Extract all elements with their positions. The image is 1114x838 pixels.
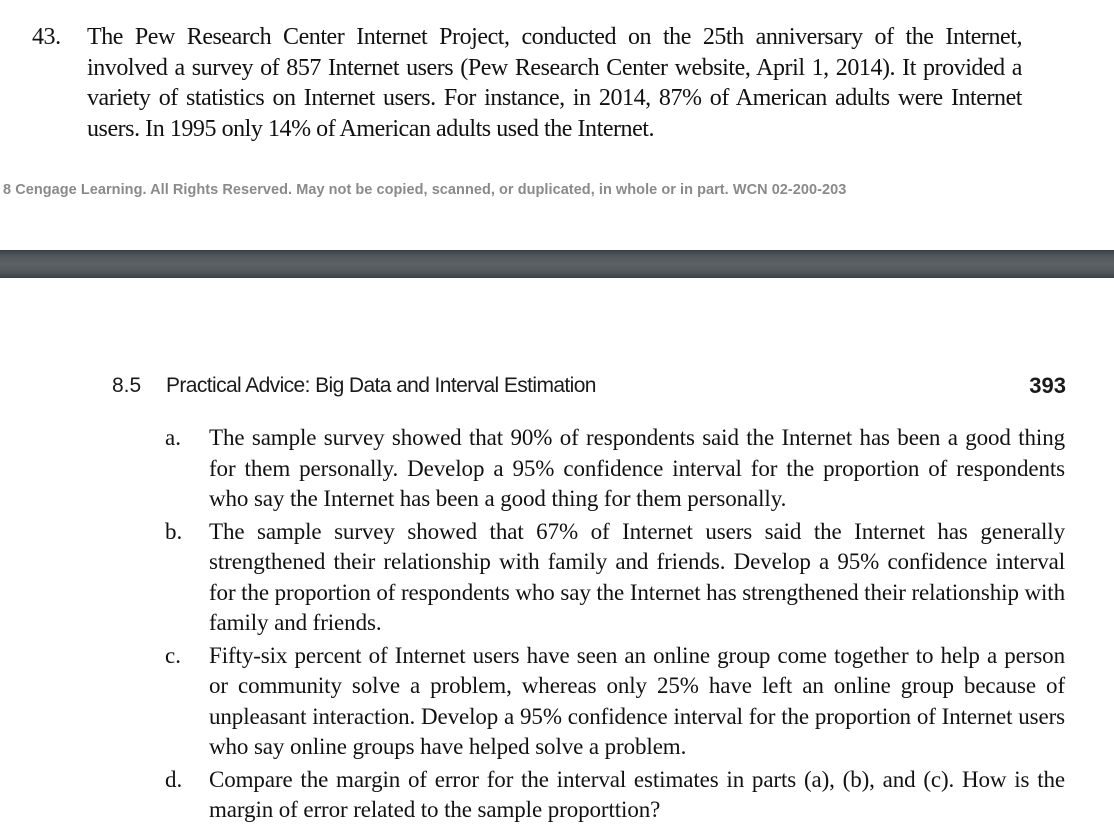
part-label: d.	[165, 766, 183, 792]
part-text: Fifty-six percent of Internet users have seen an online group come together to help a person or community solve a problem, whereas only 25% have left an online group because of unpleasant interaction. Develop a 95% confidence interval for the proportion of Internet users who say online groups have helped solve a problem.	[209, 642, 1065, 759]
problem-text: The Pew Research Center Internet Project, conducted on the 25th anniversary of the Internet, involved a survey of 857 Internet users (Pew Research Center website, April 1, 2014). It provided a variety of statistics on Internet users. For instance, in 2014, 87% of American adults were Internet users. In 1995 only 14% of American adults used the Internet.	[87, 24, 1022, 142]
part-text: Compare the margin of error for the interval estimates in parts (a), (b), and (c). How is the margin of error related to the sample proporttion?	[209, 766, 1065, 822]
question-parts-list	[165, 423, 1065, 828]
part-text: The sample survey showed that 90% of respondents said the Internet has been a good thing for them personally. Develop a 95% confidence interval for the proportion of respondents who say the Internet has been a good thing for them personally.	[209, 425, 1065, 511]
running-header	[112, 372, 1066, 404]
page-break-divider	[0, 250, 1114, 278]
problem-43	[32, 22, 1022, 144]
part-label: a.	[165, 425, 181, 450]
page-number: 393	[1029, 373, 1066, 398]
question-part-a	[165, 423, 1065, 515]
copyright-notice: 8 Cengage Learning. All Rights Reserved. May not be copied, scanned, or duplicated, in whole or in part. WCN 02-200-203	[3, 182, 847, 198]
question-part-c	[165, 641, 1065, 763]
question-part-d	[165, 765, 1065, 826]
problem-number: 43.	[32, 24, 61, 50]
question-part-b	[165, 517, 1065, 639]
part-label: b.	[165, 518, 183, 544]
part-text: The sample survey showed that 67% of Internet users said the Internet has generally strengthened their relationship with family and friends. Develop a 95% confidence interval for the proportion of respondents who say the Internet has strengthened their relationship with family and friends.	[209, 518, 1065, 635]
section-title: Practical Advice: Big Data and Interval Estimation	[166, 374, 596, 397]
part-label: c.	[165, 642, 181, 668]
section-number: 8.5	[112, 374, 142, 397]
